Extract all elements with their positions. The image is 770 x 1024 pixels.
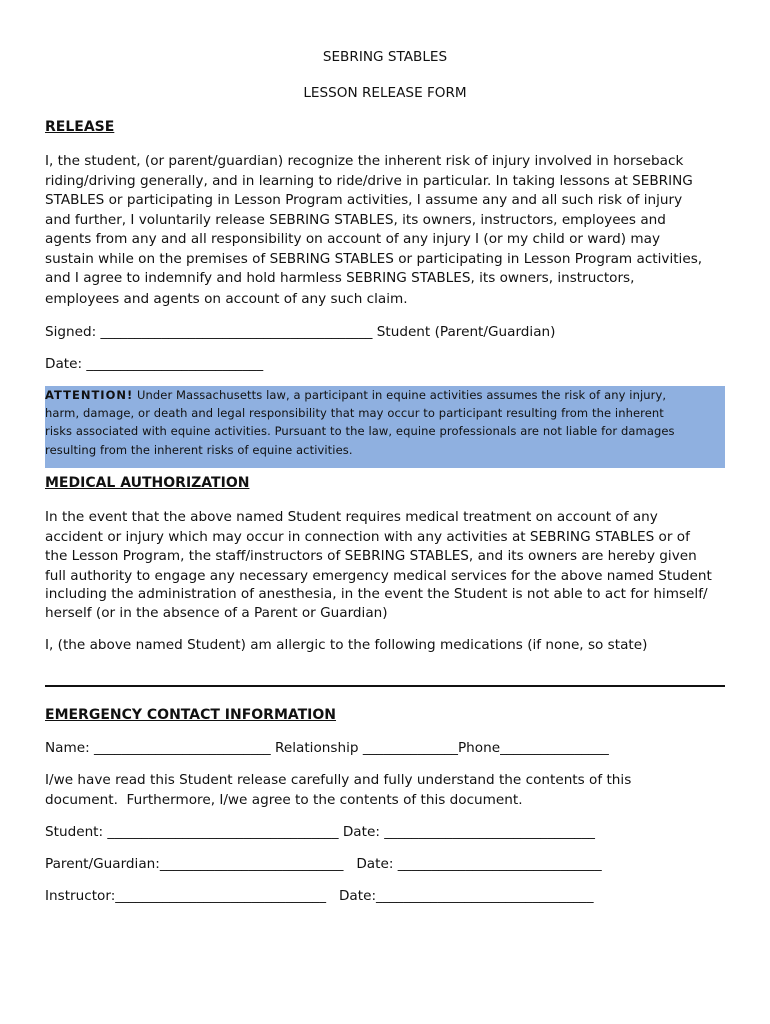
release-text-line: and further, I voluntarily release SEBRING STABLES, its owners, instructors, employees and	[45, 211, 666, 228]
attention-notice	[45, 386, 723, 459]
release-text-line: agents from any and all responsibility on account of any injury I (or my child or ward) may	[45, 231, 661, 247]
medical-text-line: accident or injury which may occur in connection with any activities at SEBRING STABLES or of	[45, 528, 690, 545]
release-text-line: STABLES or participating in Lesson Program activities, I assume any and all such risk of injury	[45, 192, 683, 208]
acknowledgement-line: document. Furthermore, I/we agree to the contents of this document.	[45, 792, 523, 808]
release-text-line: riding/driving generally, and in learning to ride/drive in particular. In taking lessons at SEBRING	[45, 172, 693, 189]
parent-signature-field[interactable]: Parent/Guardian:___________________________ Date: ______________________________	[45, 856, 602, 872]
attention-label: ATTENTION!	[45, 388, 134, 402]
medical-text-line: full authority to engage any necessary emergency medical services for the above named Student	[45, 567, 712, 584]
release-text-line: and I agree to indemnify and hold harmless SEBRING STABLES, its owners, instructors,	[45, 270, 635, 286]
release-text-line: employees and agents on account of any such claim.	[45, 291, 408, 307]
release-date-field[interactable]: Date: __________________________	[45, 356, 264, 372]
medical-text-line: herself (or in the absence of a Parent or Guardian)	[45, 605, 388, 621]
attention-line: Under Massachusetts law, a participant in equine activities assumes the risk of any injury,	[133, 388, 667, 402]
emergency-heading: EMERGENCY CONTACT INFORMATION	[45, 707, 337, 723]
attention-line: resulting from the inherent risks of equine activities.	[45, 442, 353, 457]
attention-line: harm, damage, or death and legal responsibility that may occur to participant resulting from the inherent	[45, 406, 664, 421]
org-title: SEBRING STABLES	[322, 49, 448, 65]
medical-text-line: In the event that the above named Student requires medical treatment on account of any	[45, 509, 658, 525]
allergy-prompt: I, (the above named Student) am allergic to the following medications (if none, so state)	[45, 637, 648, 653]
student-signature-field[interactable]: Student: __________________________________ Date: _______________________________	[45, 824, 595, 840]
emergency-contact-fields[interactable]: Name: __________________________ Relationship ______________Phone________________	[45, 740, 609, 756]
instructor-signature-field[interactable]: Instructor:_______________________________ Date:________________________________	[45, 888, 594, 904]
form-title: LESSON RELEASE FORM	[303, 85, 467, 101]
allergy-entry-line[interactable]	[45, 685, 725, 687]
medical-heading: MEDICAL AUTHORIZATION	[45, 475, 250, 491]
release-text-line: sustain while on the premises of SEBRING STABLES or participating in Lesson Program activities,	[45, 250, 703, 267]
medical-text-line: the Lesson Program, the staff/instructors of SEBRING STABLES, and its owners are hereby given	[45, 548, 697, 564]
medical-text-line: including the administration of anesthesia, in the event the Student is not able to act for himself/	[45, 586, 708, 602]
signed-field[interactable]: Signed: ________________________________________ Student (Parent/Guardian)	[45, 324, 556, 340]
release-text-line: I, the student, (or parent/guardian) recognize the inherent risk of injury involved in horseback	[45, 153, 684, 169]
acknowledgement-line: I/we have read this Student release carefully and fully understand the contents of this	[45, 772, 632, 788]
attention-line: risks associated with equine activities. Pursuant to the law, equine professionals are not liable for damages	[45, 424, 675, 439]
release-heading: RELEASE	[45, 119, 115, 135]
